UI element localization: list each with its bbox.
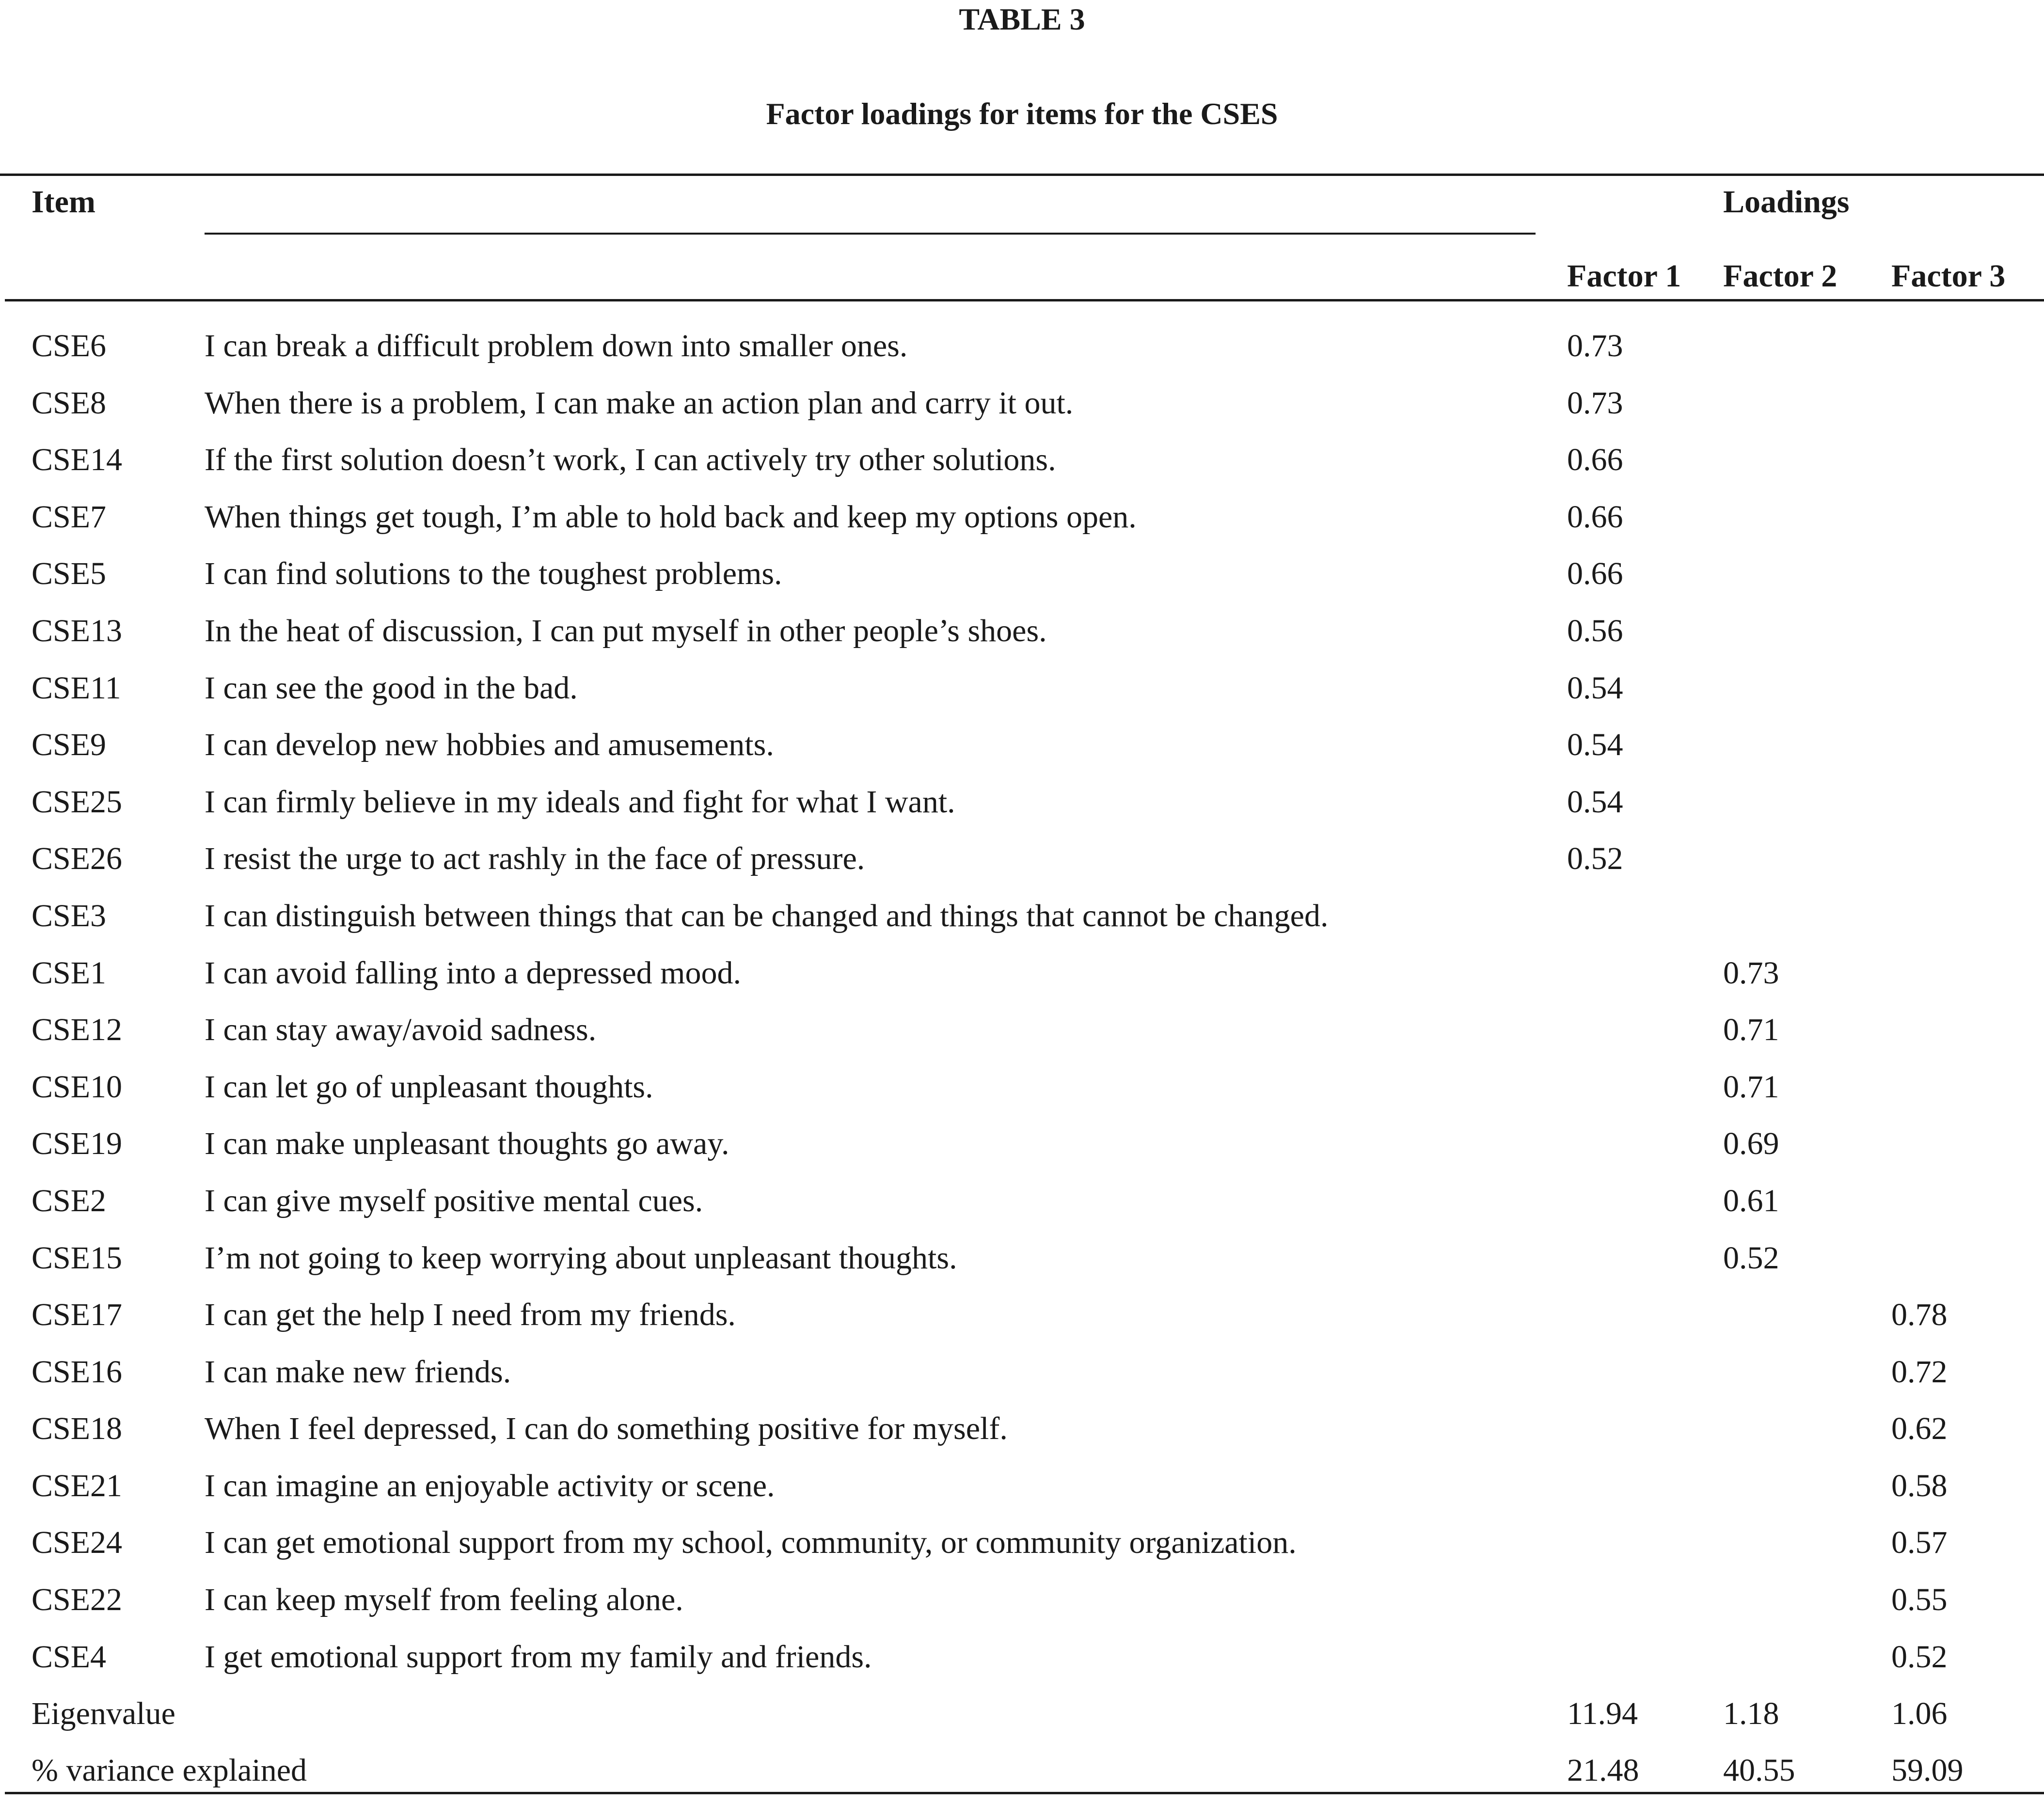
factor-1-loading: 0.54 [1567,727,1623,763]
item-text: I can distinguish between things that can be changed and things that cannot be changed. [205,898,1329,933]
item-code: CSE21 [32,1468,123,1503]
table-row [0,949,2044,1006]
item-code: CSE11 [32,670,121,706]
table-row [0,1462,2044,1519]
table-row [0,1177,2044,1234]
item-text: I can stay away/avoid sadness. [205,1012,597,1048]
table-row [0,1063,2044,1120]
table-row [0,607,2044,664]
table-row [0,835,2044,892]
item-text: When there is a problem, I can make an action plan and carry it out. [205,385,1074,421]
item-code: CSE16 [32,1354,123,1390]
table-row [0,1006,2044,1063]
table-row [0,778,2044,835]
eigenvalue-factor-1: 11.94 [1567,1696,1638,1731]
item-code: CSE24 [32,1525,123,1561]
item-text: I can break a difficult problem down into smaller ones. [205,328,908,364]
factor-1-loading: 0.66 [1567,499,1623,535]
factor-1-loading: 0.66 [1567,556,1623,592]
factor-1-loading: 0.73 [1567,328,1623,364]
factor-1-header: Factor 1 [1567,258,1681,294]
table-row [0,721,2044,778]
table-row [0,493,2044,550]
item-code: CSE2 [32,1183,107,1218]
item-code: CSE14 [32,442,123,478]
item-code: CSE7 [32,499,107,535]
item-code: CSE10 [32,1069,123,1105]
factor-2-loading: 0.73 [1723,955,1779,991]
factor-3-loading: 0.62 [1891,1411,1948,1447]
item-text: When I feel depressed, I can do something positive for myself. [205,1411,1008,1447]
item-text: I resist the urge to act rashly in the face of pressure. [205,841,865,877]
item-text: I can imagine an enjoyable activity or scene. [205,1468,775,1503]
item-column-header: Item [32,184,95,220]
table-row [0,379,2044,436]
factor-1-loading: 0.66 [1567,442,1623,478]
table-row [0,892,2044,949]
variance-row [0,1746,2044,1803]
variance-factor-2: 40.55 [1723,1753,1795,1788]
table-row [0,1576,2044,1633]
factor-2-loading: 0.61 [1723,1183,1779,1218]
item-text-rule [205,233,1536,235]
bottom-rule [5,1792,2044,1794]
table-row [0,1633,2044,1690]
factor-3-loading: 0.57 [1891,1525,1948,1561]
table-row [0,1291,2044,1348]
eigenvalue-row [0,1690,2044,1746]
item-text: I can find solutions to the toughest problems. [205,556,782,592]
item-text: I can get emotional support from my school, community, or community organization. [205,1525,1297,1561]
factor-1-loading: 0.54 [1567,784,1623,820]
item-code: CSE26 [32,841,123,877]
header-rule [5,299,2044,301]
item-text: I can make new friends. [205,1354,511,1390]
item-text: I can firmly believe in my ideals and fight for what I want. [205,784,955,820]
table-body [0,322,2044,1690]
item-code: CSE13 [32,613,123,648]
eigenvalue-factor-3: 1.06 [1891,1696,1948,1731]
table-row [0,436,2044,493]
table-row [0,1518,2044,1576]
factor-1-loading: 0.54 [1567,670,1623,706]
eigenvalue-label: Eigenvalue [32,1696,175,1731]
factor-3-loading: 0.52 [1891,1639,1948,1675]
table-row [0,1234,2044,1291]
item-text: When things get tough, I’m able to hold back and keep my options open. [205,499,1137,535]
eigenvalue-factor-2: 1.18 [1723,1696,1779,1731]
item-text: I can keep myself from feeling alone. [205,1582,683,1618]
factor-2-loading: 0.52 [1723,1240,1779,1276]
item-code: CSE12 [32,1012,123,1048]
item-code: CSE8 [32,385,107,421]
variance-label: % variance explained [32,1753,307,1788]
item-code: CSE17 [32,1297,123,1333]
top-rule [0,174,2044,176]
table-row [0,322,2044,379]
table-title: Factor loadings for items for the CSES [766,96,1278,131]
factor-2-header: Factor 2 [1723,258,1838,294]
factor-1-loading: 0.52 [1567,841,1623,877]
item-text: I’m not going to keep worrying about unpleasant thoughts. [205,1240,957,1276]
table-row [0,1405,2044,1462]
item-text: I can develop new hobbies and amusements. [205,727,774,763]
item-text: I can let go of unpleasant thoughts. [205,1069,653,1105]
table-row [0,1120,2044,1177]
table-row [0,550,2044,607]
factor-3-loading: 0.58 [1891,1468,1948,1503]
item-code: CSE15 [32,1240,123,1276]
item-code: CSE18 [32,1411,123,1447]
table-label: TABLE 3 [959,2,1085,36]
factor-3-loading: 0.55 [1891,1582,1948,1618]
item-code: CSE6 [32,328,107,364]
item-code: CSE3 [32,898,107,933]
factor-1-loading: 0.56 [1567,613,1623,648]
factor-3-loading: 0.72 [1891,1354,1948,1390]
item-code: CSE22 [32,1582,123,1618]
item-text: I can give myself positive mental cues. [205,1183,703,1218]
table-row [0,1348,2044,1405]
item-text: If the first solution doesn’t work, I can actively try other solutions. [205,442,1056,478]
item-code: CSE4 [32,1639,107,1675]
factor-3-loading: 0.78 [1891,1297,1948,1333]
item-code: CSE5 [32,556,107,592]
item-text: I get emotional support from my family and friends. [205,1639,872,1675]
item-text: I can avoid falling into a depressed mood. [205,955,742,991]
table-row [0,664,2044,721]
variance-factor-1: 21.48 [1567,1753,1639,1788]
item-text: I can get the help I need from my friends. [205,1297,736,1333]
item-text: I can make unpleasant thoughts go away. [205,1126,729,1162]
item-code: CSE19 [32,1126,123,1162]
item-code: CSE1 [32,955,107,991]
factor-3-header: Factor 3 [1891,258,2006,294]
item-code: CSE9 [32,727,107,763]
factor-2-loading: 0.71 [1723,1069,1779,1105]
item-text: I can see the good in the bad. [205,670,578,706]
item-code: CSE25 [32,784,123,820]
variance-factor-3: 59.09 [1891,1753,1964,1788]
item-text: In the heat of discussion, I can put myself in other people’s shoes. [205,613,1047,648]
factor-2-loading: 0.69 [1723,1126,1779,1162]
factor-2-loading: 0.71 [1723,1012,1779,1048]
factor-1-loading: 0.73 [1567,385,1623,421]
loadings-header: Loadings [1723,184,1850,220]
